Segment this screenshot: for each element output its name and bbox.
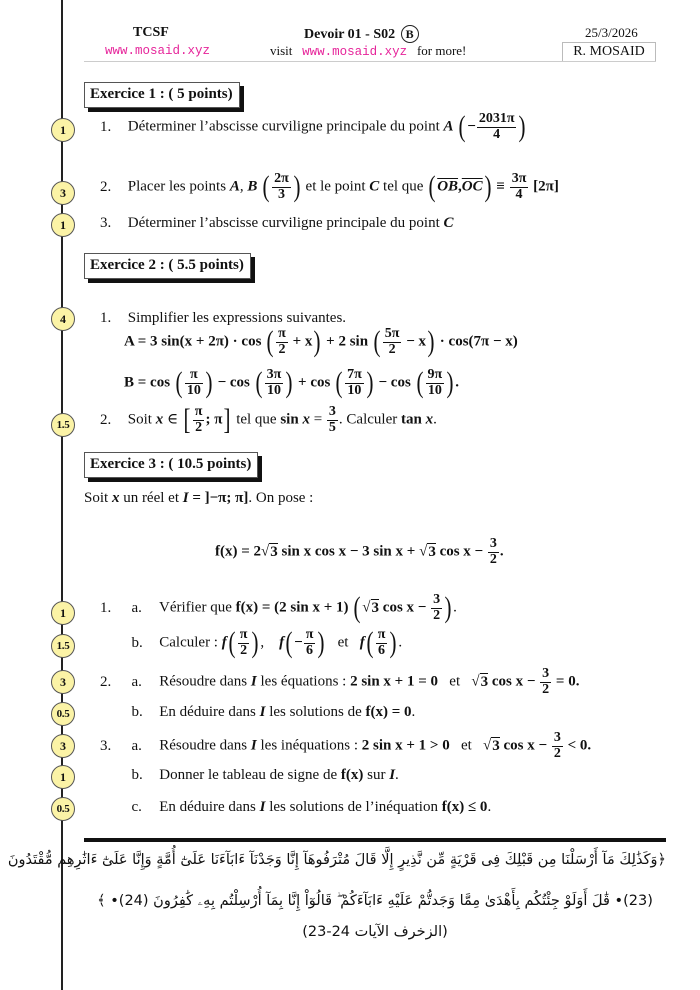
math-func: f [359, 634, 365, 651]
expr-part: f(x) = (2 sin x + 1) [235, 599, 349, 616]
ex1-q2: 2. Placer les points A, B ( $\frac{2\pi}{3}$ ) et le point C tel que ( $\overline{OB},\overline{OC}$) ≡ $\frac{3\pi}{4}$ [2π] [100, 170, 559, 204]
paren-left: ( [228, 626, 236, 660]
bracket-left: [ [183, 403, 191, 437]
interval-end: ; π [205, 411, 223, 428]
paren-right: ) [205, 366, 213, 400]
frac-num: 3 [328, 404, 336, 419]
fraction [272, 172, 291, 202]
punct: , [260, 634, 265, 651]
paren-left: ( [285, 626, 293, 660]
expr-part: cos x − [439, 543, 484, 560]
intro-text: Soit [84, 490, 109, 506]
points-badge: 1.5 [51, 413, 75, 437]
question-text: Vérifier que [158, 599, 232, 616]
sqrt-sign: √ [471, 673, 480, 690]
fraction [376, 628, 388, 658]
ex3-q2a [100, 667, 579, 697]
margin-line [61, 0, 63, 990]
expr-part: + 2 sin [326, 333, 369, 350]
frac-den: 5 [328, 419, 336, 435]
equiv-sign: ≡ [496, 178, 505, 195]
fraction [510, 172, 529, 202]
frac-den: 2 [542, 681, 550, 697]
math-func: tan [400, 411, 422, 428]
points-badge: 3 [51, 181, 75, 205]
question-text: Simplifier les expressions suivantes. [127, 310, 347, 326]
paren-left: ( [373, 325, 381, 359]
math-var: I [389, 767, 396, 783]
paren-right: ) [317, 626, 325, 660]
frac-num: 5π [384, 326, 400, 341]
question-text: les solutions de [269, 704, 362, 720]
frac-num: 3π [511, 171, 527, 186]
expr-part: < 0. [567, 737, 592, 754]
punct: . [398, 634, 403, 651]
frac-den: 6 [306, 642, 314, 658]
math-var: B [247, 178, 258, 195]
exercise-1-title: Exercice 1 : ( 5 points) [84, 82, 240, 108]
frac-num: 3 [433, 592, 441, 607]
modulo: [2π] [533, 178, 559, 195]
math-var: I [259, 704, 266, 720]
paren-left: ( [416, 366, 424, 400]
exam-date: 25/3/2026 [585, 25, 638, 40]
ex3-q1a [100, 593, 457, 623]
math-func: sin [280, 411, 299, 428]
sqrt-sign: √ [261, 543, 270, 560]
math-func: f [279, 634, 285, 651]
points-badge: 0.5 [51, 797, 75, 821]
equation: f(x) = 0 [365, 704, 412, 720]
question-text: les inéquations : [260, 737, 358, 754]
expr-part: − cos [378, 374, 411, 391]
fraction [431, 593, 442, 623]
fraction [477, 112, 517, 142]
interval: = ]−π; π] [192, 490, 249, 506]
paren-right: ) [389, 626, 397, 660]
ex3-intro [84, 490, 313, 507]
frac-num: π [305, 627, 314, 642]
sub-item-letter: c. [131, 799, 142, 815]
connector-text: et [337, 634, 349, 651]
math-var: C [369, 178, 380, 195]
frac-den: 10 [266, 382, 281, 398]
frac-den: 2 [388, 341, 396, 357]
frac-den: 2 [433, 607, 441, 623]
sub-item-letter: b. [131, 767, 143, 783]
question-text: En déduire dans [159, 704, 256, 720]
item-number: 2. [100, 673, 112, 690]
sqrt-arg: 3 [270, 543, 278, 560]
math-var: I [259, 799, 266, 815]
points-badge: 1.5 [51, 634, 75, 658]
frac-den: 10 [186, 382, 201, 398]
version-badge: B [401, 25, 419, 43]
expr-part: . [455, 374, 459, 391]
quran-reference: (الزخرف الآيات 24-23) [302, 924, 448, 940]
frac-den: 10 [347, 382, 362, 398]
vector: $\overline{OC}$ [461, 178, 483, 195]
math-var: C [443, 215, 454, 231]
paren-right: ) [444, 591, 452, 625]
expression-A [124, 327, 518, 357]
points-badge: 3 [51, 734, 75, 758]
frac-num: 2031π [478, 111, 515, 126]
sub-item-letter: b. [131, 634, 143, 651]
fraction [552, 731, 563, 761]
item-number: 2. [100, 178, 112, 195]
sub-item-letter: a. [131, 737, 142, 754]
paren-left: ( [262, 170, 270, 204]
punct: . [453, 599, 457, 616]
frac-num: π [239, 627, 248, 642]
paren-right: ) [313, 325, 321, 359]
header-rule [84, 61, 656, 62]
math-sign: ∈ [166, 411, 179, 428]
item-number: 2. [100, 411, 112, 428]
math-var: I [250, 737, 257, 754]
ex3-q3c [100, 799, 491, 816]
question-text: les équations : [260, 673, 347, 690]
paren-right: ) [518, 110, 526, 144]
question-text: Placer les points [127, 178, 227, 195]
exam-title-text: Devoir 01 - S02 [304, 27, 396, 42]
math-sign: = [313, 411, 323, 428]
vector: $\overline{OB}$ [437, 178, 459, 195]
frac-den: 4 [493, 126, 501, 142]
sqrt-sign: √ [419, 543, 428, 560]
paren-right: ) [366, 366, 374, 400]
question-text: tel que [383, 178, 424, 195]
fraction [185, 368, 203, 398]
frac-num: π [377, 627, 386, 642]
expr-part: sin x cos x − 3 sin x + [281, 543, 416, 560]
paren-right: ) [251, 626, 259, 660]
exercise-3-title: Exercice 3 : ( 10.5 points) [84, 452, 258, 478]
inequation: 2 sin x + 1 > 0 [361, 737, 450, 754]
paren-left: ( [335, 366, 343, 400]
frac-den: 2 [278, 341, 286, 357]
inequation: f(x) ≤ 0 [441, 799, 488, 815]
punct: . [499, 543, 504, 560]
paren-right: ) [484, 170, 492, 204]
sub-item-letter: a. [131, 599, 142, 616]
fraction [345, 368, 364, 398]
expr-part: · cos(7π − x) [439, 333, 518, 350]
question-text: . Calculer [338, 411, 398, 428]
sqrt-arg: 3 [492, 737, 500, 754]
frac-num: 9π [427, 367, 443, 382]
frac-num: 3π [266, 367, 282, 382]
item-number: 1. [100, 599, 112, 616]
connector-text: et [460, 737, 472, 754]
paren-left: ( [266, 325, 274, 359]
fraction [193, 405, 205, 435]
math-var: A [229, 178, 240, 195]
punct: . [395, 767, 399, 783]
expr-part: = 0. [555, 673, 580, 690]
math-var: x [425, 411, 434, 428]
expr-part: + x [292, 333, 313, 350]
expr-part: cos x − [503, 737, 548, 754]
footer-rule [84, 838, 666, 842]
punct: . [433, 411, 437, 428]
paren-left: ( [175, 366, 183, 400]
fraction [327, 405, 338, 435]
sqrt-sign: √ [483, 737, 492, 754]
sub-item-letter: a. [131, 673, 142, 690]
intro-text: un réel et [123, 490, 179, 506]
frac-num: 3 [553, 730, 561, 745]
paren-left: ( [255, 366, 263, 400]
class-name: TCSF [133, 25, 169, 40]
points-badge: 3 [51, 670, 75, 694]
visit-line [270, 43, 466, 59]
frac-den: 2 [489, 551, 497, 567]
frac-den: 2 [553, 745, 561, 761]
question-text: Déterminer l’abscisse curviligne principale du point [127, 118, 440, 135]
site-link[interactable]: www.mosaid.xyz [105, 44, 211, 58]
visit-prefix: visit [270, 43, 293, 58]
ex3-q2b [100, 704, 415, 721]
points-badge: 1 [51, 213, 75, 237]
paren-left: ( [353, 591, 361, 625]
frac-num: 7π [347, 367, 362, 382]
expr-part: + cos [298, 374, 331, 391]
fraction [540, 667, 551, 697]
frac-den: 3 [277, 186, 285, 202]
frac-num: 3 [489, 536, 497, 551]
points-badge: 1 [51, 765, 75, 789]
expr-part: − cos [217, 374, 250, 391]
points-badge: 0.5 [51, 702, 75, 726]
question-text: sur [367, 767, 386, 783]
frac-den: 10 [427, 382, 442, 398]
paren-left: ( [428, 170, 436, 204]
question-text: Donner le tableau de signe de [159, 767, 338, 783]
ex3-q3a [100, 731, 591, 761]
math-var: I [182, 490, 189, 506]
question-text: Déterminer l’abscisse curviligne principale du point [127, 215, 440, 231]
frac-num: π [194, 404, 203, 419]
math-func: f [221, 634, 227, 651]
fraction [426, 368, 445, 398]
bracket-right: ] [223, 403, 231, 437]
ex2-q2 [100, 405, 437, 435]
frac-den: 2 [195, 419, 203, 435]
ex1-q1 [100, 112, 527, 142]
frac-num: 3 [542, 666, 550, 681]
fraction [304, 628, 316, 658]
paren-right: ) [446, 366, 454, 400]
quran-verse-line-1: ﴿وَكَذَٰلِكَ مَآ أَرْسَلْنَا مِن قَبْلِكَ فِى قَرْيَةٍ مِّن نَّذِيرٍ إِلَّا قَالَ مُتْرَفُوهَآ إِنَّا وَجَدْنَآ ءَابَآءَنَا عَلَىٰٓ أُمَّةٍ وَإِنَّا عَلَىٰٓ ءَاثَٰرِهِم مُّقْتَدُونَ [7, 852, 666, 868]
expr-part: f(x) = 2 [215, 543, 262, 560]
frac-num: π [278, 326, 286, 341]
question-text: Résoudre dans [159, 737, 248, 754]
points-badge: 4 [51, 307, 75, 331]
question-text: Soit [127, 411, 152, 428]
item-number: 1. [100, 118, 112, 135]
math-expr: f(x) [340, 767, 364, 783]
quran-verse-line-2: (23)• قَٰلَ أَوَلَوْ جِئْتُكُم بِأَهْدَىٰ مِمَّا وَجَدتُّمْ عَلَيْهِ ءَابَآءَكُمْ ۖ قَالُوٓاْ إِنَّا بِمَآ أُرْسِلْتُم بِهِۦ كَٰفِرُونَ (24)• ﴾ [97, 893, 653, 909]
expression-B [124, 368, 459, 398]
frac-den: 2 [240, 642, 248, 658]
expr-part: B = cos [124, 374, 171, 391]
ex2-q1 [100, 310, 346, 327]
exercise-2-title: Exercice 2 : ( 5.5 points) [84, 253, 251, 279]
frac-den: 6 [378, 642, 386, 658]
expr-part: cos x − [382, 599, 427, 616]
fraction [383, 327, 402, 357]
paren-right: ) [427, 325, 435, 359]
question-text: En déduire dans [159, 799, 256, 815]
frac-num: 2π [274, 171, 289, 186]
paren-right: ) [285, 366, 293, 400]
ex3-q3b [100, 767, 399, 784]
visit-link[interactable]: www.mosaid.xyz [302, 45, 408, 59]
frac-num: π [185, 368, 203, 384]
math-sign: − [294, 634, 303, 651]
sqrt-sign: √ [362, 599, 371, 616]
punct: . [487, 799, 492, 815]
points-badge: 1 [51, 601, 75, 625]
fraction [265, 368, 284, 398]
question-text: et le point [305, 178, 366, 195]
question-text: tel que [236, 411, 277, 428]
question-text: Résoudre dans [159, 673, 248, 690]
ex3-q1b [100, 628, 402, 658]
connector-text: et [449, 673, 461, 690]
frac-den: 4 [515, 186, 523, 202]
author-box: R. MOSAID [562, 42, 656, 61]
paren-left: ( [366, 626, 374, 660]
item-number: 1. [100, 310, 112, 326]
math-var: x [155, 411, 164, 428]
sqrt-arg: 3 [428, 543, 436, 560]
points-badge: 1 [51, 118, 75, 142]
item-number: 3. [100, 737, 112, 754]
math-var: x [302, 411, 310, 428]
ex1-q3 [100, 215, 454, 232]
visit-suffix: for more! [416, 43, 467, 58]
question-text: les solutions de l’inéquation [269, 799, 438, 815]
item-number: 3. [100, 215, 112, 231]
math-sign: − [467, 118, 476, 135]
question-text: Calculer : [159, 634, 218, 651]
equation: 2 sin x + 1 = 0 [350, 673, 439, 690]
paren-right: ) [293, 170, 301, 204]
expr-part: A = 3 sin(x + 2π) · cos [124, 333, 262, 350]
sub-item-letter: b. [131, 704, 143, 720]
fraction [276, 327, 288, 357]
intro-text: . On pose : [248, 490, 314, 506]
math-var: I [250, 673, 257, 690]
paren-left: ( [458, 110, 466, 144]
sqrt-arg: 3 [480, 673, 489, 690]
expr-part: cos x − [491, 673, 536, 690]
function-definition [215, 537, 504, 567]
math-var: A [443, 118, 454, 135]
exam-title [304, 25, 419, 43]
punct: . [411, 704, 416, 720]
fraction [238, 628, 250, 658]
fraction [488, 537, 499, 567]
math-var: x [111, 490, 120, 506]
sqrt-arg: 3 [371, 599, 380, 616]
expr-part: − x [406, 333, 427, 350]
